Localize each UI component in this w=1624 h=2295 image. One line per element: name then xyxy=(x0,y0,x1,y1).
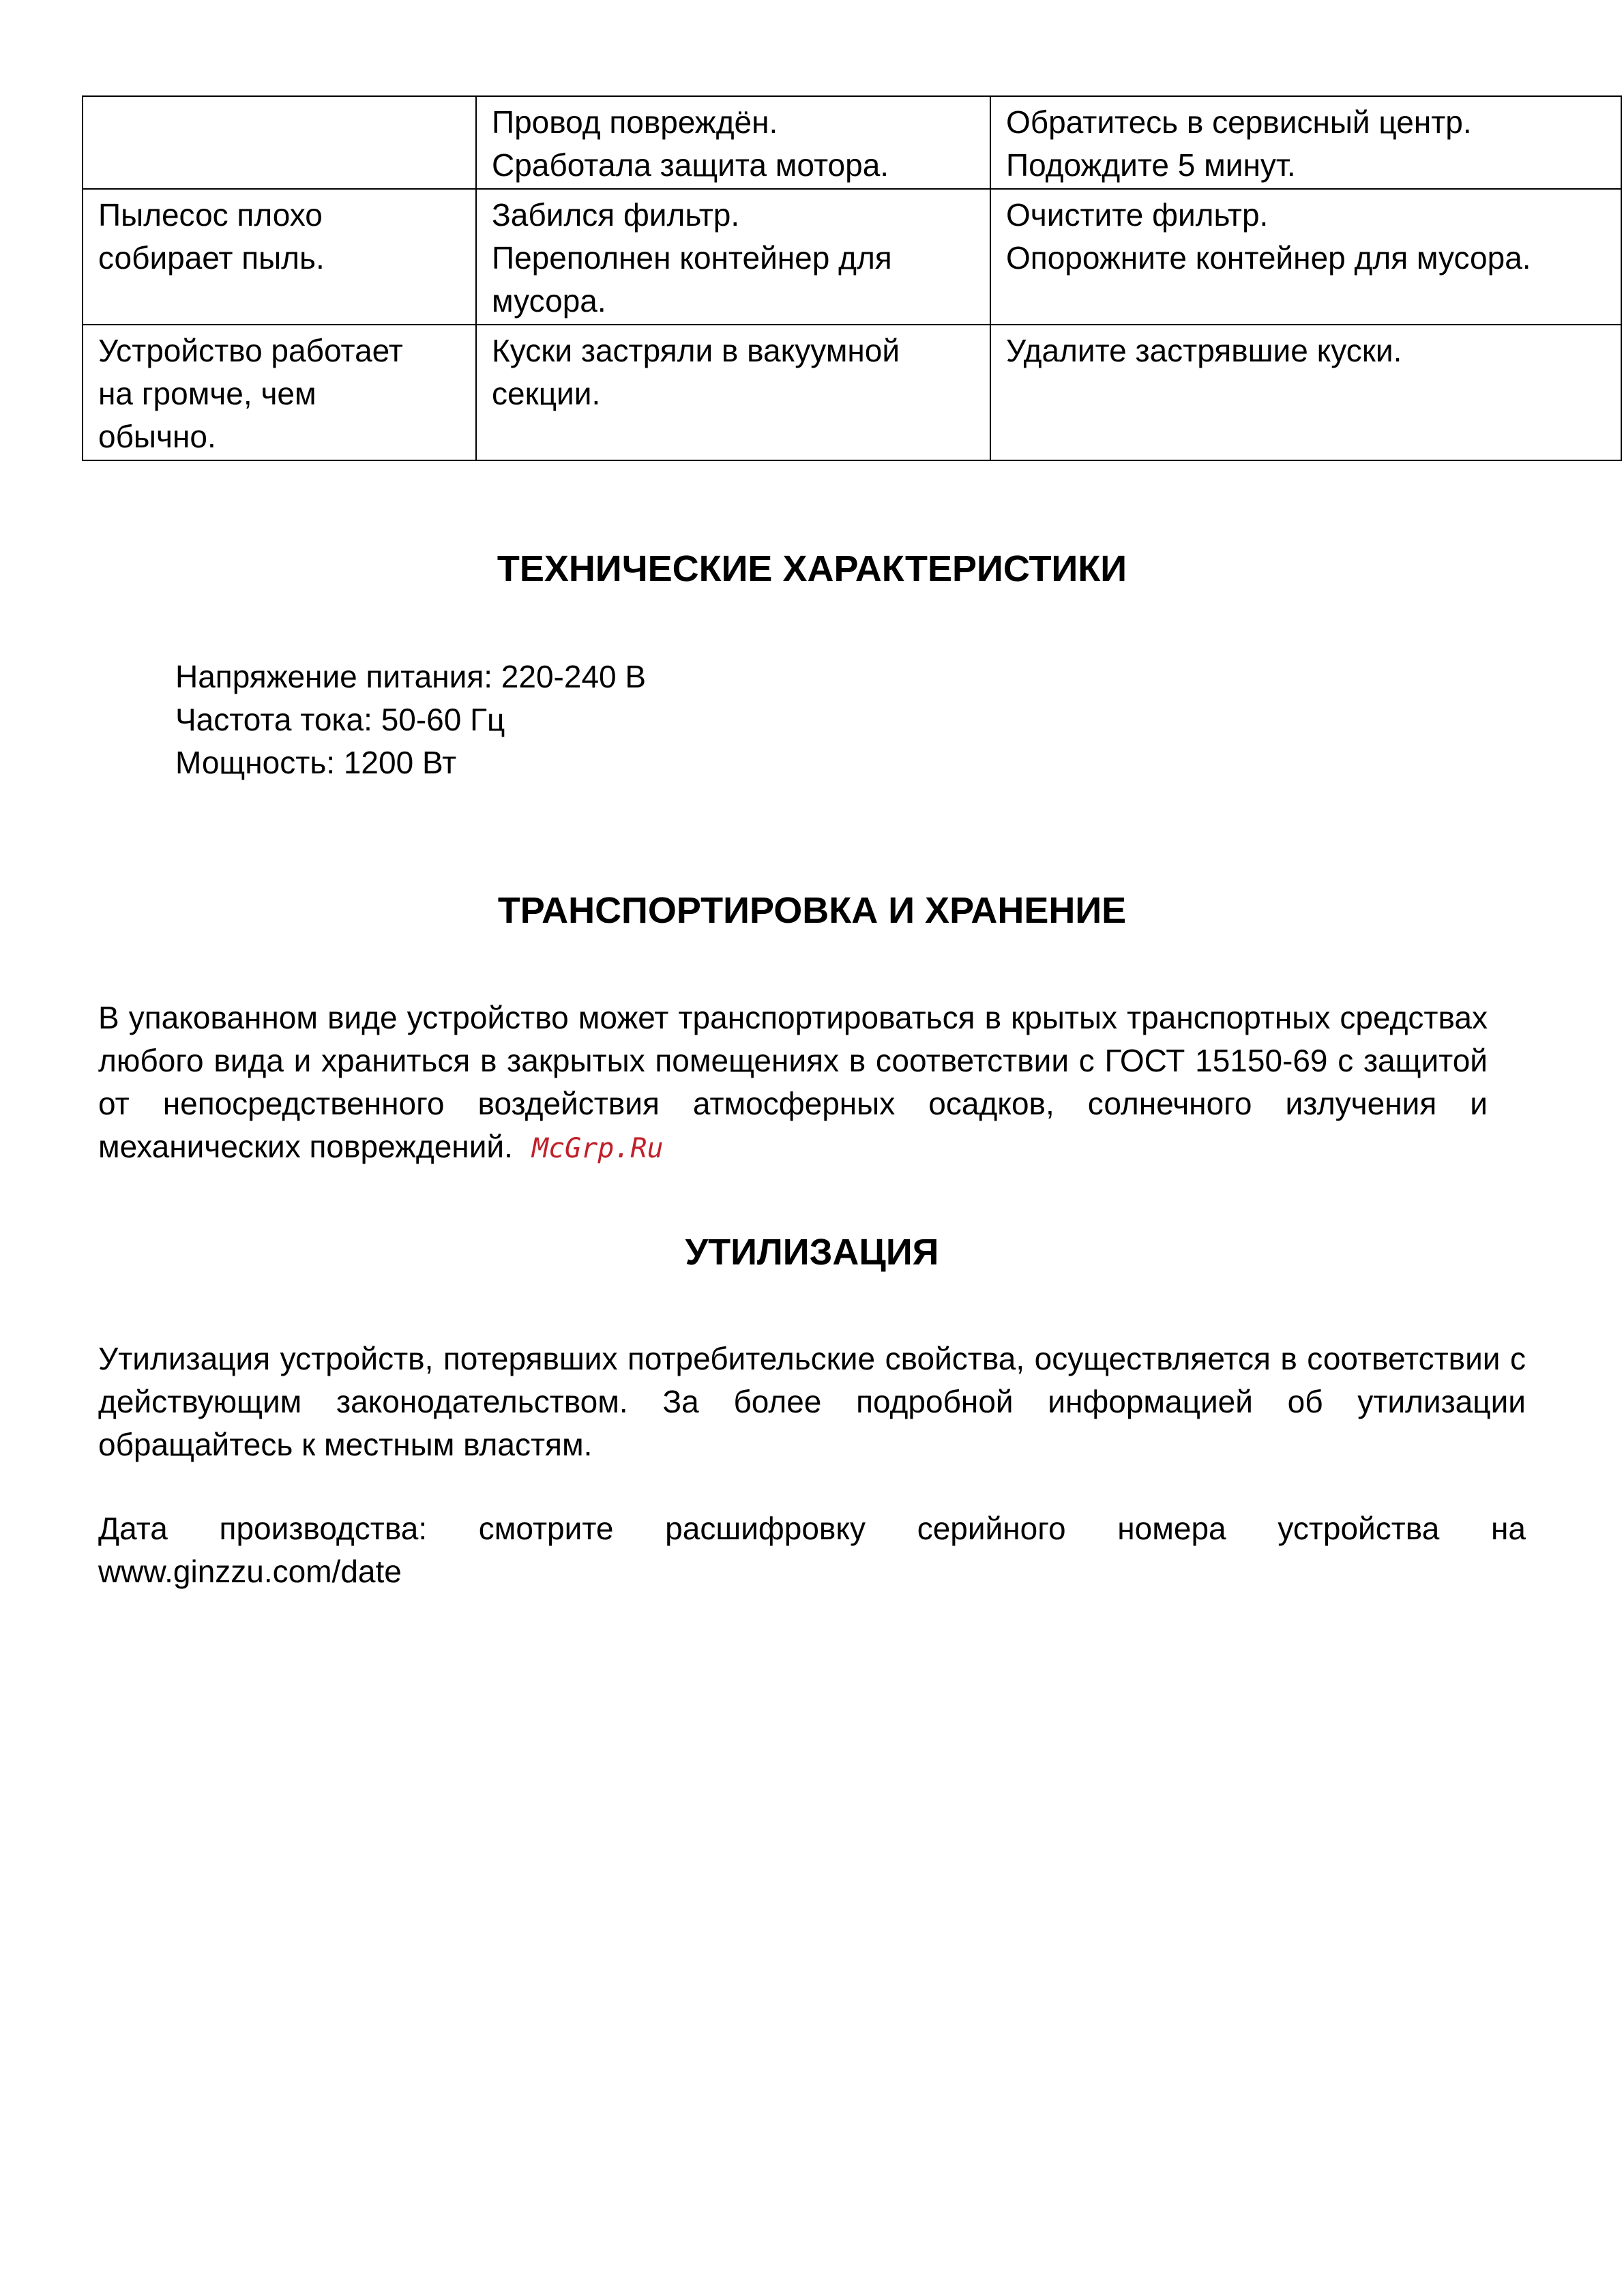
spec-voltage: Напряжение питания: 220-240 В xyxy=(175,659,647,694)
problem-cell xyxy=(83,96,476,189)
cause-cell xyxy=(476,189,990,325)
problem-line: на громче, чем xyxy=(98,376,316,411)
spec-frequency: Частота тока: 50-60 Гц xyxy=(175,702,505,737)
watermark: McGrp.Ru xyxy=(531,1133,664,1164)
specs-heading: ТЕХНИЧЕСКИЕ ХАРАКТЕРИСТИКИ xyxy=(497,548,1127,589)
solution-line: Обратитесь в сервисный центр. xyxy=(1006,104,1472,140)
solution-line: Очистите фильтр. xyxy=(1006,197,1269,233)
solution-cell xyxy=(990,96,1621,189)
cause-line: мусора. xyxy=(492,283,606,319)
cause-line: Сработала защита мотора. xyxy=(492,147,889,183)
problem-line: обычно. xyxy=(98,419,216,454)
solution-cell xyxy=(990,325,1621,460)
transport-paragraph xyxy=(98,996,1488,1170)
transport-text: В упакованном виде устройство может транспортироваться в крытых транспортных средствах любого вида и храниться в закрытых помещениях в соответствии с ГОСТ 15150-69 с защитой от непосредственного воздействия атмосферных осадков, солнечного излучения и механических повреждений. xyxy=(98,1000,1488,1164)
spec-power: Мощность: 1200 Вт xyxy=(175,745,457,780)
solution-cell xyxy=(990,189,1621,325)
cause-line: Забился фильтр. xyxy=(492,197,740,233)
production-date-paragraph: Дата производства: смотрите расшифровку серийного номера устройства на www.ginzzu.com/date xyxy=(98,1511,1526,1589)
troubleshooting-table xyxy=(82,95,1622,461)
solution-line: Удалите застрявшие куски. xyxy=(1006,333,1402,368)
problem-cell xyxy=(83,325,476,460)
disposal-paragraph: Утилизация устройств, потерявших потребительские свойства, осуществляется в соответствии с действующим законодательством. За более подробной информацией об утилизации обращайтесь к местным властям. xyxy=(98,1341,1526,1462)
cause-line: Куски застряли в вакуумной xyxy=(492,333,900,368)
problem-cell xyxy=(83,189,476,325)
table-row xyxy=(83,189,1621,325)
cause-line: Переполнен контейнер для xyxy=(492,240,892,276)
table-row xyxy=(83,325,1621,460)
problem-line: Пылесос плохо xyxy=(98,197,323,233)
solution-line: Опорожните контейнер для мусора. xyxy=(1006,240,1531,276)
table-row xyxy=(83,96,1621,189)
transport-heading: ТРАНСПОРТИРОВКА И ХРАНЕНИЕ xyxy=(497,890,1127,931)
disposal-heading: УТИЛИЗАЦИЯ xyxy=(685,1232,939,1273)
cause-line: секции. xyxy=(492,376,601,411)
cause-cell xyxy=(476,96,990,189)
solution-line: Подождите 5 минут. xyxy=(1006,147,1296,183)
cause-line: Провод повреждён. xyxy=(492,104,778,140)
problem-line: собирает пыль. xyxy=(98,240,325,276)
cause-cell xyxy=(476,325,990,460)
problem-line: Устройство работает xyxy=(98,333,403,368)
specs-list xyxy=(175,655,646,784)
